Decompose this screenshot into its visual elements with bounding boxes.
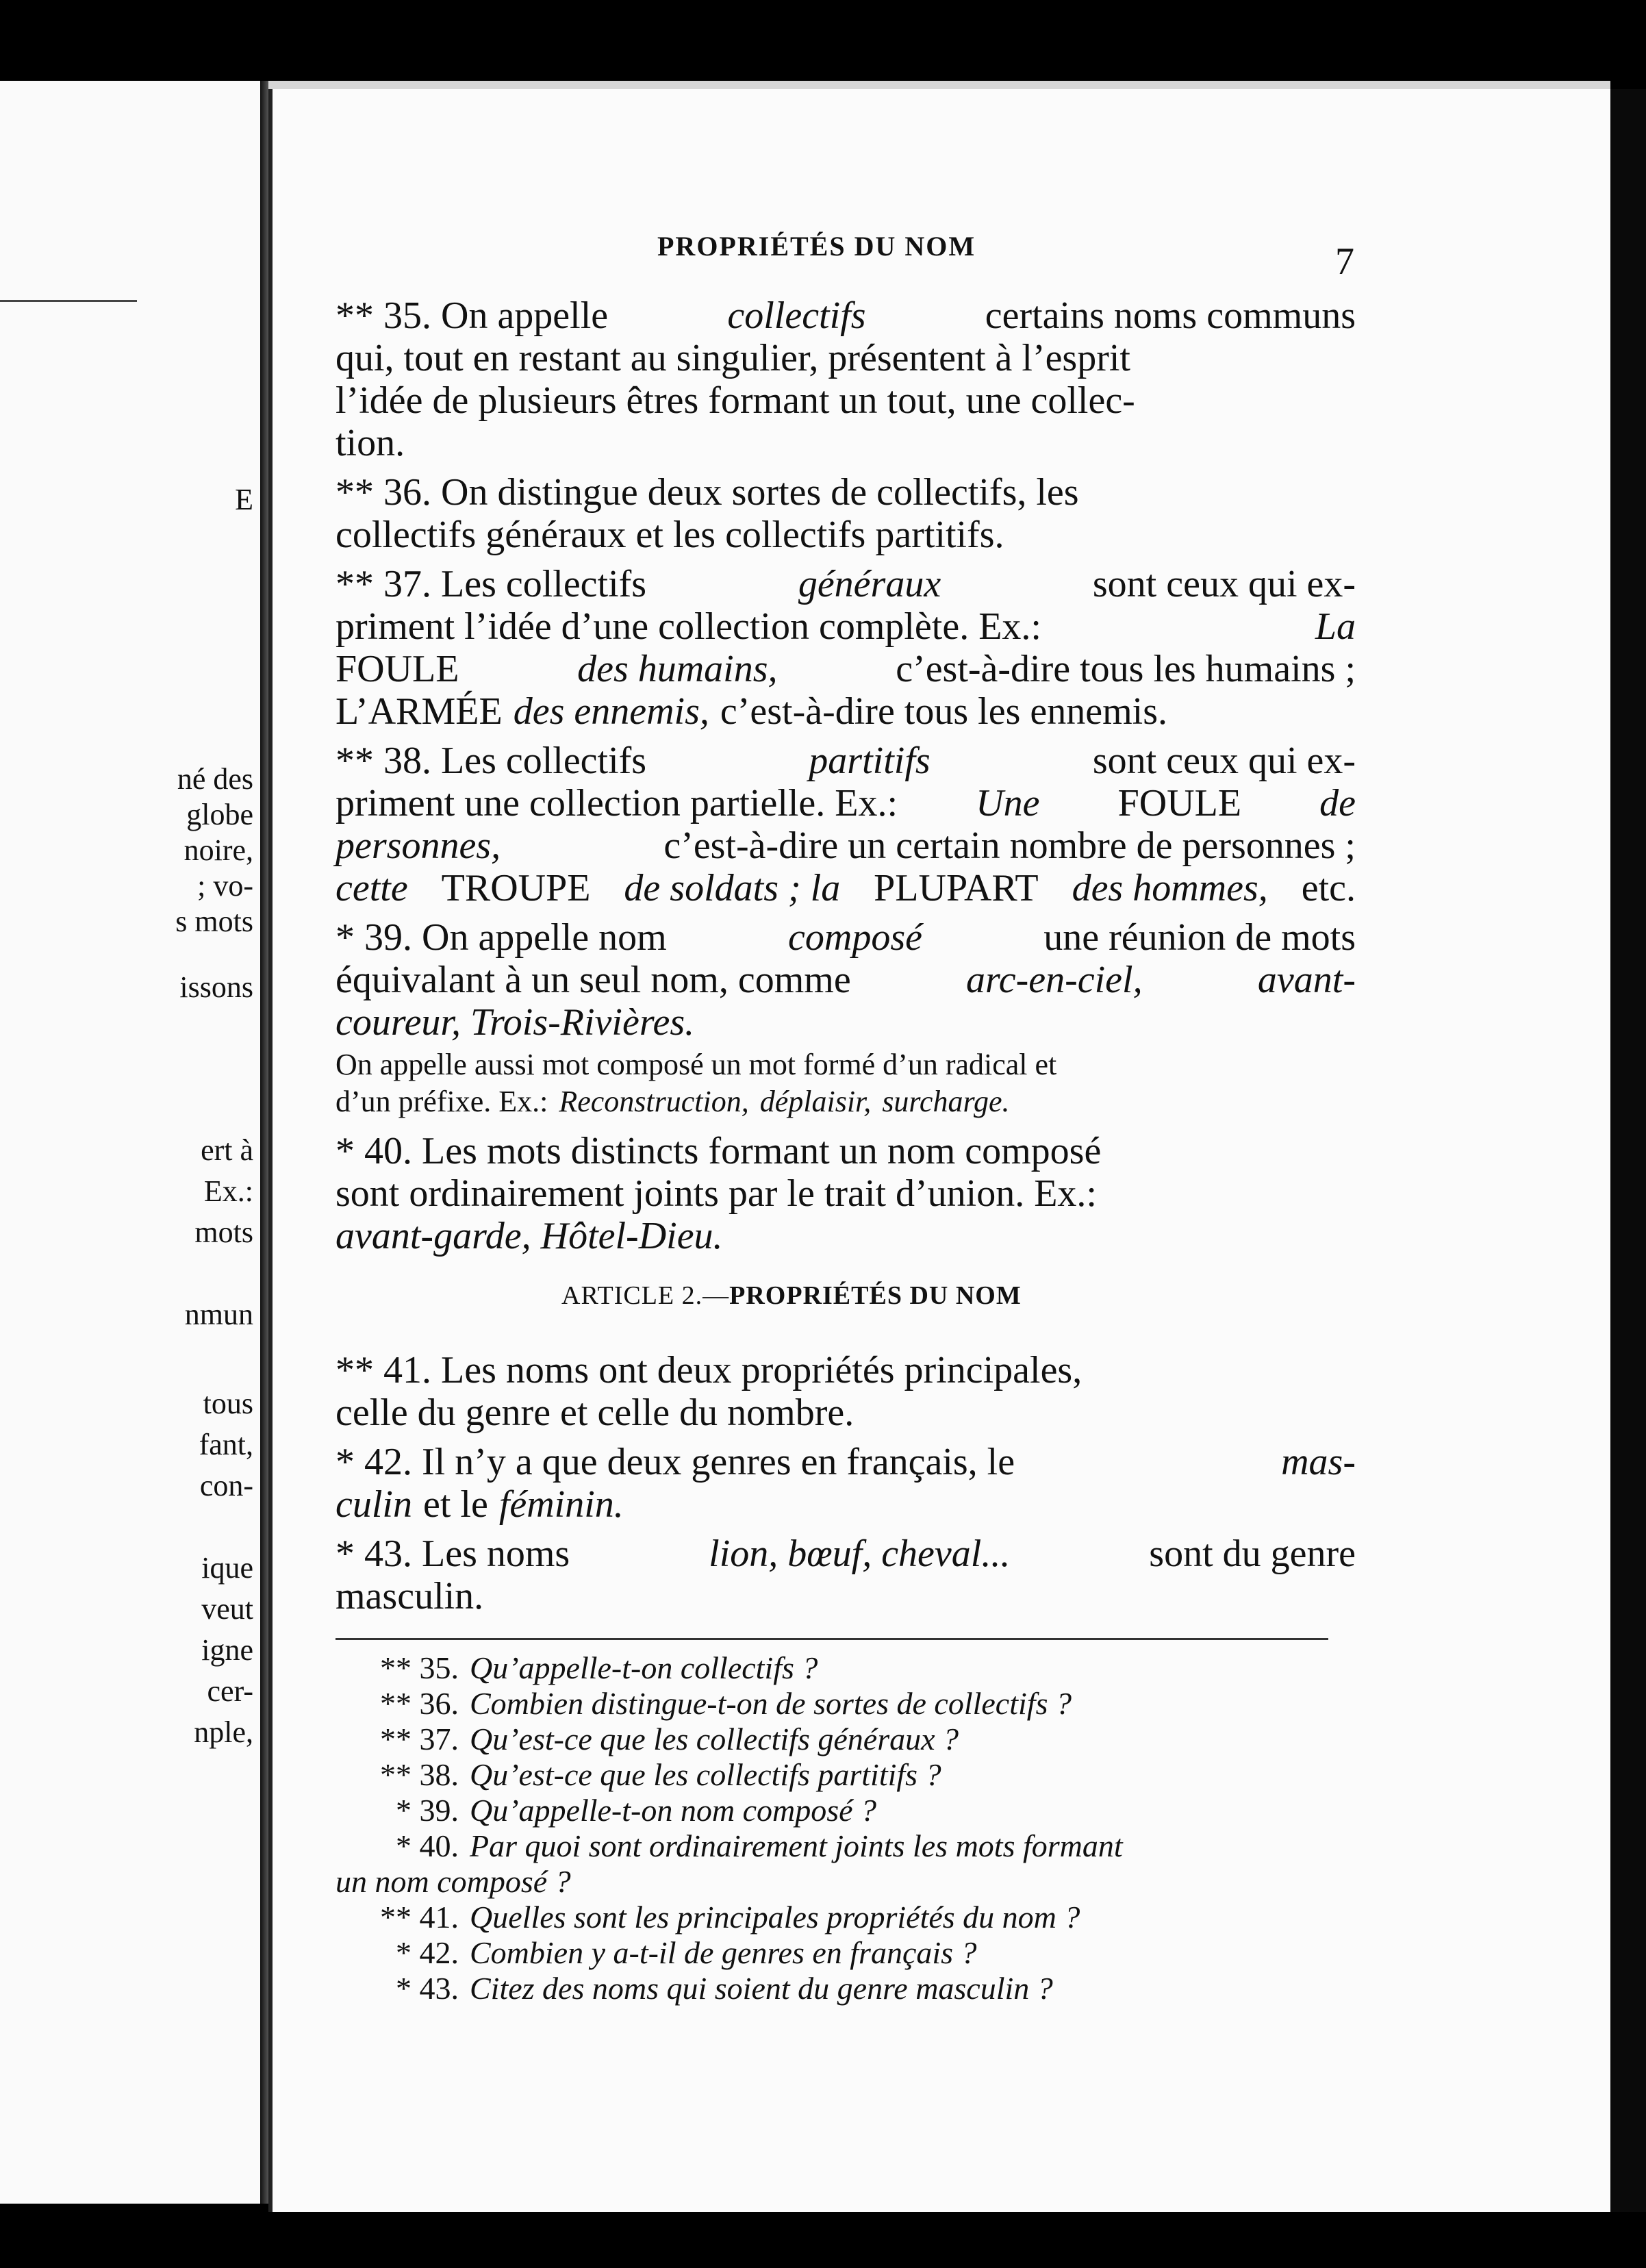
left-page-text-fragment: issons [179, 970, 253, 1004]
text-line [335, 1575, 1356, 1617]
left-page-text-fragment: mots [194, 1215, 253, 1249]
article-label: ARTICLE 2.— [561, 1281, 730, 1310]
footnote-number: * 39. [396, 1793, 459, 1828]
text-line [335, 379, 1356, 422]
footnote-text: Combien y a-t-il de genres en français ? [470, 1935, 977, 1970]
footnote-number: * 42. [396, 1935, 459, 1970]
text-segment: L’ARMÉE [335, 690, 503, 733]
text-segment: qui, tout en restant au singulier, présentent à l’esprit [335, 337, 1130, 379]
footnote-question [335, 1686, 1363, 1722]
text-segment: c’est-à-dire un certain nombre de personnes ; [663, 824, 1356, 867]
footnote-number: * 43. [396, 1971, 459, 2006]
text-segment: etc. [1301, 867, 1356, 909]
text-segment: lion, bœuf, cheval... [709, 1533, 1011, 1575]
footnote-text: Par quoi sont ordinairement joints les mots formant [470, 1828, 1123, 1863]
text-line [335, 1046, 1356, 1083]
footnote-question [335, 1793, 1363, 1828]
left-page-text-fragment: fant, [199, 1428, 253, 1461]
text-segment: arc-en-ciel, [966, 959, 1143, 1001]
text-segment: déplaisir, [759, 1085, 872, 1118]
footnote-question [335, 1722, 1363, 1757]
text-segment: On appelle aussi mot composé un mot formé d’un radical et [335, 1048, 1057, 1081]
text-segment: cette [335, 867, 408, 909]
text-segment: ** 41. Les noms ont deux propriétés principales, [335, 1349, 1082, 1391]
left-page-rule [0, 300, 137, 302]
left-page-text-fragment: igne [201, 1633, 253, 1667]
text-line [335, 959, 1356, 1001]
text-segment: * 42. Il n’y a que deux genres en français, le [335, 1441, 1015, 1483]
text-line [335, 782, 1356, 824]
footnote-number: ** 37. [380, 1722, 459, 1756]
footnote-number: ** 35. [380, 1650, 459, 1685]
text-line [335, 1441, 1356, 1483]
text-segment: celle du genre et celle du nombre. [335, 1391, 854, 1434]
text-segment: * 39. On appelle nom [335, 916, 667, 959]
left-page-text-fragment: nple, [194, 1715, 253, 1749]
text-line [335, 1083, 1356, 1120]
footnote-text: Combien distingue-t-on de sortes de collectifs ? [470, 1686, 1072, 1721]
text-line [335, 563, 1356, 605]
text-segment: masculin. [335, 1575, 484, 1617]
text-segment: PLUPART [874, 867, 1039, 909]
text-line [335, 824, 1356, 867]
footnote-question [335, 1828, 1363, 1864]
text-line [335, 337, 1356, 379]
text-segment: collectifs généraux et les collectifs partitifs. [335, 514, 1004, 556]
text-line [335, 1533, 1356, 1575]
text-segment: La [1315, 605, 1356, 648]
left-page-text-fragment: cer- [207, 1674, 253, 1708]
footnote-text: Qu’est-ce que les collectifs généraux ? [470, 1722, 959, 1756]
left-page-text-fragment: ; vo- [197, 869, 253, 903]
left-page-text-fragment: s mots [175, 905, 253, 938]
text-line [335, 867, 1356, 909]
text-segment: coureur, Trois-Rivières. [335, 1001, 695, 1044]
text-segment: certains noms communs [985, 294, 1356, 337]
text-line [335, 1483, 1356, 1526]
text-segment: avant-garde, Hôtel-Dieu. [335, 1215, 723, 1257]
text-segment: FOULE [335, 648, 459, 690]
page-number: 7 [1335, 240, 1354, 283]
footnote-text: Qu’appelle-t-on collectifs ? [470, 1650, 818, 1685]
text-segment: TROUPE [441, 867, 591, 909]
footnote-text: un nom composé ? [335, 1864, 571, 1899]
left-page-text-fragment: Ex.: [203, 1174, 253, 1208]
footnote-question [335, 1757, 1363, 1793]
article-title: PROPRIÉTÉS DU NOM [729, 1281, 1022, 1310]
text-segment: ** 36. On distingue deux sortes de collectifs, les [335, 471, 1079, 514]
text-segment: équivalant à un seul nom, comme [335, 959, 851, 1001]
left-page-text-fragment: ique [201, 1551, 253, 1585]
text-line [335, 605, 1356, 648]
footnote-question [335, 1900, 1363, 1935]
left-page-text-fragment: globe [186, 798, 253, 831]
text-line [335, 1349, 1356, 1391]
text-segment: avant- [1257, 959, 1356, 1001]
text-line [335, 422, 1356, 464]
text-segment: d’un préfixe. Ex.: [335, 1085, 548, 1118]
text-segment: personnes, [335, 824, 501, 867]
text-line [335, 648, 1356, 690]
text-segment: sont ceux qui ex- [1092, 563, 1356, 605]
text-segment: une réunion de mots [1043, 916, 1356, 959]
text-segment: de [1319, 782, 1356, 824]
left-page-text-fragment: con- [199, 1469, 253, 1502]
text-line [335, 1172, 1356, 1215]
left-page-text-fragment: veut [201, 1592, 253, 1626]
left-page-text-fragment: né des [177, 762, 253, 796]
text-segment: et le [422, 1483, 488, 1526]
text-segment: * 43. Les noms [335, 1533, 570, 1575]
text-segment: des hommes, [1072, 867, 1268, 909]
left-page-text-fragment: nmun [184, 1298, 253, 1331]
text-line [335, 514, 1356, 556]
footnote-rule [335, 1638, 1328, 1640]
running-head: PROPRIÉTÉS DU NOM [657, 231, 976, 262]
footnote-text: Qu’appelle-t-on nom composé ? [470, 1793, 877, 1828]
text-line [335, 690, 1356, 733]
left-page-text-fragment: tous [203, 1387, 253, 1420]
left-page-text-fragment: noire, [183, 833, 253, 867]
text-segment: ** 38. Les collectifs [335, 740, 647, 782]
text-segment: FOULE [1117, 782, 1242, 824]
text-segment: priment l’idée d’une collection complète. Ex.: [335, 605, 1041, 648]
text-segment: Reconstruction, [559, 1085, 749, 1118]
article-heading [561, 1281, 1022, 1311]
text-segment: Une [976, 782, 1040, 824]
text-segment: généraux [798, 563, 941, 605]
left-page-fragment [0, 81, 267, 2204]
text-segment: priment une collection partielle. Ex.: [335, 782, 898, 824]
text-segment: culin [335, 1483, 412, 1526]
text-line [335, 1215, 1356, 1257]
text-segment: sont du genre [1149, 1533, 1356, 1575]
footnote-text: Qu’est-ce que les collectifs partitifs ? [470, 1757, 941, 1792]
text-segment: composé [788, 916, 922, 959]
footnote-question [335, 1935, 1363, 1971]
scan-right-edge [1610, 89, 1646, 2212]
text-segment: partitifs [809, 740, 930, 782]
footnote-number: * 40. [396, 1828, 459, 1863]
text-line [335, 1391, 1356, 1434]
footnote-text: Citez des noms qui soient du genre masculin ? [470, 1971, 1053, 2006]
left-page-text-fragment: E [235, 483, 253, 516]
text-line [335, 294, 1356, 337]
text-segment: * 40. Les mots distincts formant un nom composé [335, 1130, 1102, 1172]
text-segment: c’est-à-dire tous les ennemis. [720, 690, 1167, 733]
text-line [335, 471, 1356, 514]
footnote-number: ** 41. [380, 1900, 459, 1935]
footnote-question [335, 1971, 1363, 2006]
text-segment: ** 37. Les collectifs [335, 563, 647, 605]
text-segment: de soldats ; la [624, 867, 841, 909]
text-segment: collectifs [727, 294, 866, 337]
footnote-number: ** 38. [380, 1757, 459, 1792]
text-segment: c’est-à-dire tous les humains ; [896, 648, 1356, 690]
text-segment: des ennemis, [513, 690, 709, 733]
text-line [335, 916, 1356, 959]
text-segment: surcharge. [882, 1085, 1010, 1118]
text-segment: l’idée de plusieurs êtres formant un tout, une collec- [335, 379, 1135, 422]
text-segment: féminin. [498, 1483, 624, 1526]
text-segment: sont ceux qui ex- [1092, 740, 1356, 782]
text-line [335, 1130, 1356, 1172]
text-line [335, 1001, 1356, 1044]
footnote-question [335, 1650, 1363, 1686]
footnote-text: Quelles sont les principales propriétés du nom ? [470, 1900, 1080, 1935]
text-segment: sont ordinairement joints par le trait d’union. Ex.: [335, 1172, 1097, 1215]
footnote-number: ** 36. [380, 1686, 459, 1721]
text-segment: ** 35. On appelle [335, 294, 609, 337]
text-line [335, 740, 1356, 782]
footnote-question [335, 1864, 1363, 1900]
text-segment: mas- [1281, 1441, 1356, 1483]
text-segment: des humains, [577, 648, 778, 690]
left-page-text-fragment: ert à [201, 1133, 253, 1167]
text-segment: tion. [335, 422, 405, 464]
